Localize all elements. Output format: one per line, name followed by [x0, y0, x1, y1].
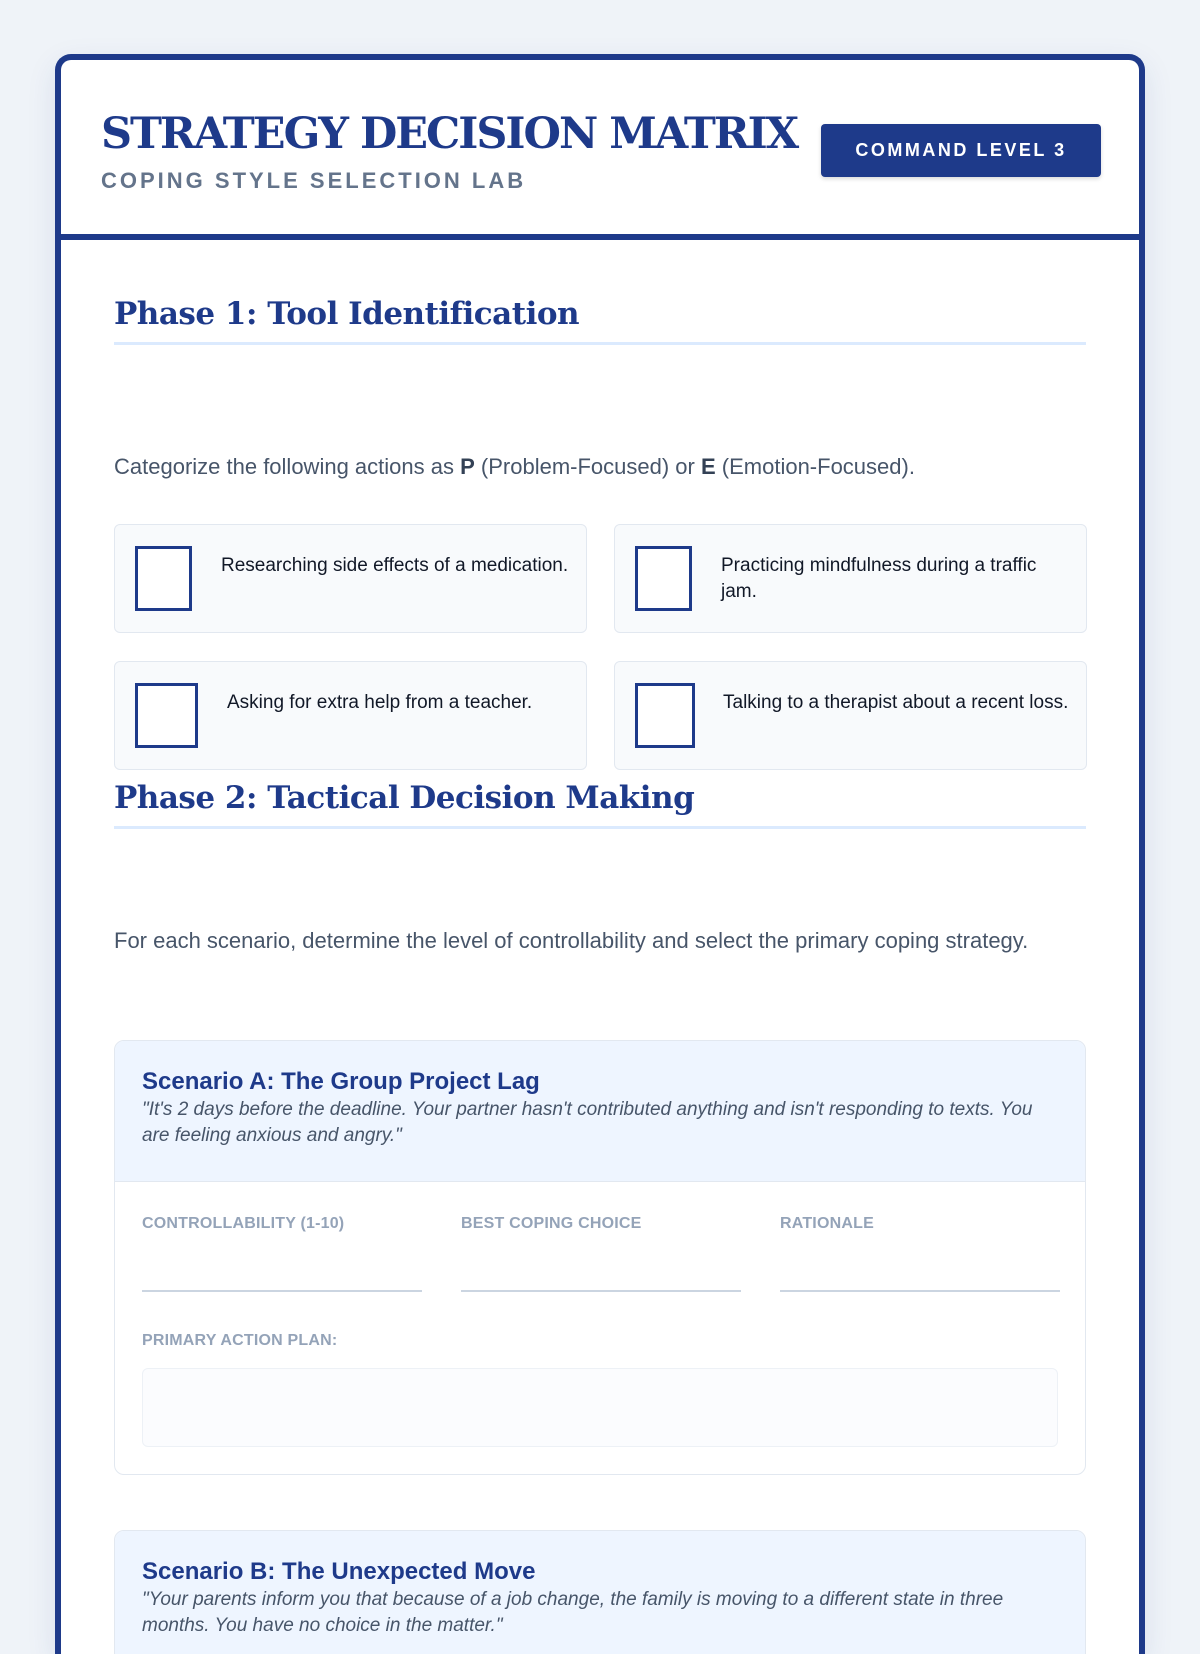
rationale-input[interactable] — [780, 1290, 1060, 1292]
rationale-field — [780, 1214, 1060, 1292]
phase2-instruction: For each scenario, determine the level of controllability and select the primary coping strategy. — [114, 928, 1029, 953]
action-card — [614, 661, 1087, 770]
instruction-text: (Emotion-Focused). — [715, 454, 915, 479]
action-card — [614, 524, 1087, 633]
field-label: RATIONALE — [780, 1215, 874, 1232]
scenario-description: "Your parents inform you that because of a job change, the family is moving to a different state in three months. You have no choice in the matter." — [142, 1589, 1004, 1636]
scenario-fields — [115, 1182, 1085, 1332]
level-badge: COMMAND LEVEL 3 — [821, 124, 1101, 177]
phase1-instruction — [114, 450, 1086, 483]
answer-box[interactable] — [635, 683, 695, 748]
instruction-text: Categorize the following actions as — [114, 454, 461, 479]
controllability-field — [142, 1214, 422, 1292]
plan-label: PRIMARY ACTION PLAN: — [142, 1332, 338, 1349]
phase1-title: Phase 1: Tool Identification — [114, 296, 1086, 345]
scenario-title: Scenario A: The Group Project Lag — [142, 1068, 540, 1095]
action-card — [114, 661, 587, 770]
scenario-title: Scenario B: The Unexpected Move — [142, 1558, 536, 1585]
phase2-title: Phase 2: Tactical Decision Making — [114, 780, 1086, 829]
field-label: BEST COPING CHOICE — [461, 1215, 642, 1232]
instruction-text: (Problem-Focused) or — [474, 454, 701, 479]
action-card — [114, 524, 587, 633]
p-letter: P — [460, 454, 475, 479]
e-letter: E — [700, 454, 716, 479]
scenario-header — [115, 1531, 1085, 1654]
answer-box[interactable] — [135, 683, 198, 748]
action-plan-input[interactable] — [142, 1368, 1058, 1447]
controllability-input[interactable] — [142, 1290, 422, 1292]
worksheet-header — [61, 60, 1139, 240]
answer-box[interactable] — [635, 546, 692, 611]
action-grid — [114, 524, 1086, 770]
action-label: Researching side effects of a medication. — [221, 555, 569, 576]
page-title: STRATEGY DECISION MATRIX — [101, 109, 798, 159]
best-choice-input[interactable] — [461, 1290, 741, 1292]
field-label: CONTROLLABILITY (1-10) — [142, 1215, 345, 1232]
scenario-card-b — [114, 1530, 1086, 1654]
answer-box[interactable] — [135, 546, 192, 611]
scenario-card-a — [114, 1040, 1086, 1475]
scenario-description: "It's 2 days before the deadline. Your partner hasn't contributed anything and isn't responding to texts. You are feeling anxious and angry." — [142, 1099, 1033, 1146]
scenario-header — [115, 1041, 1085, 1182]
action-label: Talking to a therapist about a recent loss. — [723, 692, 1069, 713]
worksheet-page — [55, 54, 1145, 1654]
page-subtitle: COPING STYLE SELECTION LAB — [101, 168, 527, 193]
action-label: Practicing mindfulness during a traffic jam. — [721, 555, 1037, 602]
action-label: Asking for extra help from a teacher. — [227, 692, 533, 713]
best-choice-field — [461, 1214, 741, 1292]
